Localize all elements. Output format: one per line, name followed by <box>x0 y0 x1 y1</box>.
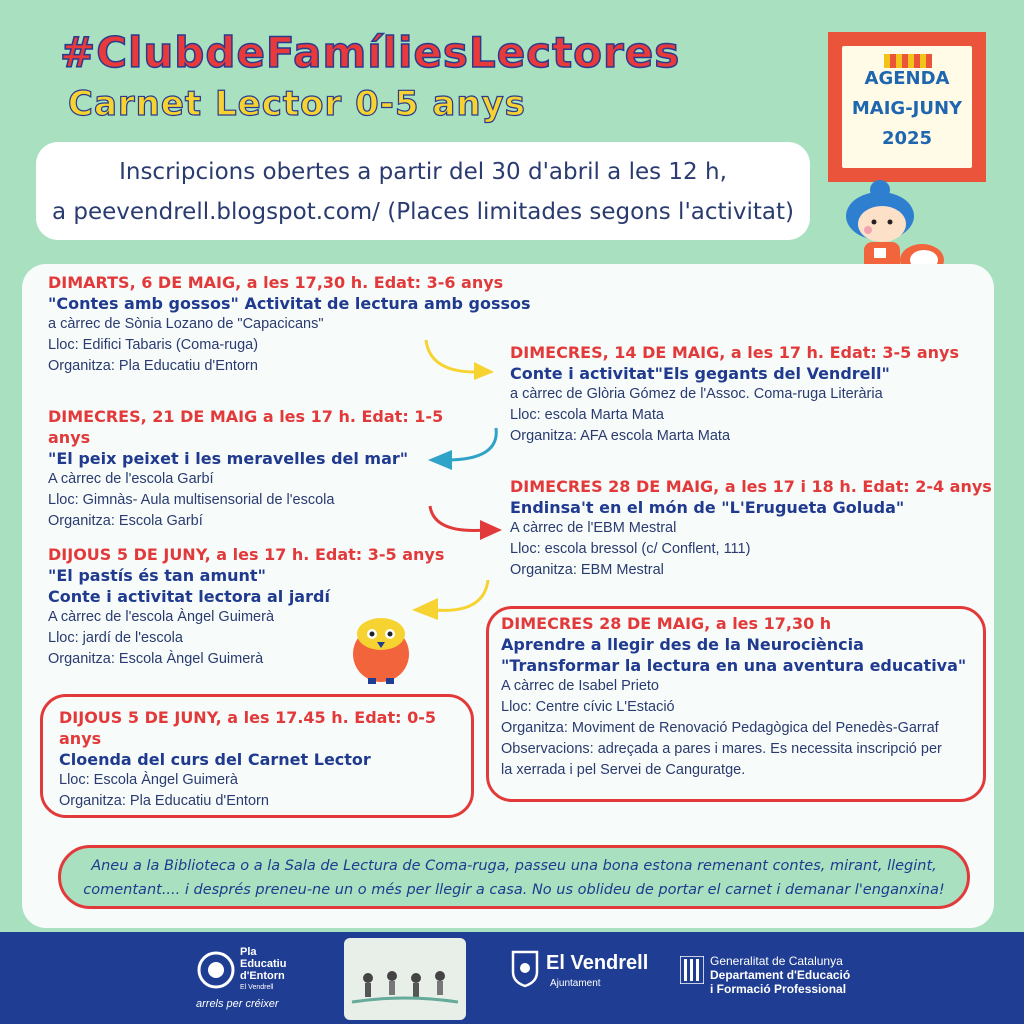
event-title: "El peix peixet i les meravelles del mar" <box>48 449 409 468</box>
event-line: Observacions: adreçada a pares i mares. Es necessita inscripció per <box>501 741 942 757</box>
generalitat-flag-icon <box>680 956 704 984</box>
event-title: Conte i activitat"Els gegants del Vendrell" <box>510 364 890 383</box>
event-line: A càrrec de l'EBM Mestral <box>510 520 677 536</box>
event-line: Organitza: Escola Àngel Guimerà <box>48 651 264 667</box>
event-header: DIMECRES, 21 DE MAIG a les 17 h. Edat: 1-5 anys <box>48 407 444 447</box>
pla-line: d'Entorn <box>240 970 285 982</box>
agenda-line3: 2025 <box>881 128 933 149</box>
agenda-line1: AGENDA <box>864 68 950 89</box>
pla-line: Pla <box>240 946 257 958</box>
event-line: Lloc: escola bressol (c/ Conflent, 111) <box>510 541 751 557</box>
event-line: Lloc: jardí de l'escola <box>48 630 183 646</box>
event-line: Lloc: Centre cívic L'Estació <box>501 699 675 715</box>
gen-line3: i Formació Professional <box>710 982 847 996</box>
vendrell-shield-icon <box>510 948 540 988</box>
event-line: Lloc: Escola Àngel Guimerà <box>59 772 238 788</box>
event-header: DIJOUS 5 DE JUNY, a les 17.45 h. Edat: 0-5 anys <box>59 708 436 748</box>
event-line: Organitza: Pla Educatiu d'Entorn <box>59 793 269 809</box>
event-header: DIJOUS 5 DE JUNY, a les 17 h. Edat: 3-5 anys <box>48 545 445 564</box>
footer <box>0 932 1024 1024</box>
event-header: DIMECRES 28 DE MAIG, a les 17 i 18 h. Edat: 2-4 anys <box>510 477 992 496</box>
arrow-icon <box>420 334 500 384</box>
inscriptions-line1: Inscripcions obertes a partir del 30 d'abril a les 12 h, <box>119 159 727 185</box>
gen-line2: Departament d'Educació <box>710 968 851 982</box>
event-line: A càrrec de l'escola Garbí <box>48 471 214 487</box>
event-line: Lloc: Gimnàs- Aula multisensorial de l'escola <box>48 492 335 508</box>
pla-line: Educatiu <box>240 958 287 970</box>
event-line: la xerrada i pel Servei de Canguratge. <box>501 762 746 778</box>
pla-tagline: arrels per créixer <box>196 998 279 1010</box>
tape-icon <box>884 54 932 68</box>
event-title: Aprendre a llegir des de la Neurociència <box>501 635 864 654</box>
event-line: Organitza: Escola Garbí <box>48 513 203 529</box>
event-title: Cloenda del curs del Carnet Lector <box>59 750 371 769</box>
note-line2: comentant.... i després preneu-ne un o més per llegir a casa. No us oblideu de portar el carnet i demanar l'enganxina! <box>83 882 945 898</box>
note-line1: Aneu a la Biblioteca o a la Sala de Lectura de Coma-ruga, passeu una bona estona remenant contes, mirant, llegint, <box>91 858 937 874</box>
vendrell-name: El Vendrell <box>546 952 649 974</box>
event-title: "Contes amb gossos" Activitat de lectura amb gossos <box>48 294 531 313</box>
event-line: Organitza: AFA escola Marta Mata <box>510 428 731 444</box>
event-title: Endinsa't en el món de "L'Erugueta Goluda" <box>510 498 905 517</box>
event-line: a càrrec de Glòria Gómez de l'Assoc. Coma-ruga Literària <box>510 386 883 402</box>
inscriptions-line2: a peevendrell.blogspot.com/ (Places limitades segons l'activitat) <box>51 199 795 225</box>
event-6 <box>486 606 986 802</box>
children-drawing-image <box>344 938 466 1020</box>
event-2 <box>510 342 990 447</box>
arrow-icon <box>404 574 494 624</box>
event-line: Organitza: EBM Mestral <box>510 562 664 578</box>
event-title-2: Conte i activitat lectora al jardí <box>48 587 330 606</box>
inscriptions-box <box>36 142 810 240</box>
event-line: Lloc: escola Marta Mata <box>510 407 664 423</box>
event-line: Organitza: Moviment de Renovació Pedagògica del Penedès-Garraf <box>501 720 939 736</box>
vendrell-sub: Ajuntament <box>550 978 601 989</box>
gen-line1: Generalitat de Catalunya <box>710 954 843 968</box>
page-title: #ClubdeFamíliesLectores <box>60 28 681 77</box>
event-title: "El pastís és tan amunt" <box>48 566 266 585</box>
pla-educatiu-logo-icon <box>196 950 236 990</box>
event-header: DIMECRES 28 DE MAIG, a les 17,30 h <box>501 614 832 633</box>
event-header: DIMECRES, 14 DE MAIG, a les 17 h. Edat: 3-5 anys <box>510 343 959 362</box>
arrow-icon <box>420 424 504 474</box>
event-4 <box>510 476 996 581</box>
event-line: A càrrec de l'escola Àngel Guimerà <box>48 609 275 625</box>
event-7 <box>40 694 474 818</box>
agenda-note <box>828 32 986 182</box>
event-line: A càrrec de Isabel Prieto <box>501 678 659 694</box>
page-subtitle: Carnet Lector 0-5 anys <box>68 84 526 124</box>
event-line: Organitza: Pla Educatiu d'Entorn <box>48 358 258 374</box>
arrow-icon <box>424 500 508 544</box>
event-line: a càrrec de Sònia Lozano de "Capacicans" <box>48 316 324 332</box>
event-line: Lloc: Edifici Tabaris (Coma-ruga) <box>48 337 259 353</box>
pla-line: El Vendrell <box>240 984 274 991</box>
agenda-line2: MAIG-JUNY <box>851 98 963 119</box>
event-header: DIMARTS, 6 DE MAIG, a les 17,30 h. Edat: 3-6 anys <box>48 273 504 292</box>
event-title-2: "Transformar la lectura en una aventura educativa" <box>501 656 967 675</box>
library-note <box>58 845 970 909</box>
